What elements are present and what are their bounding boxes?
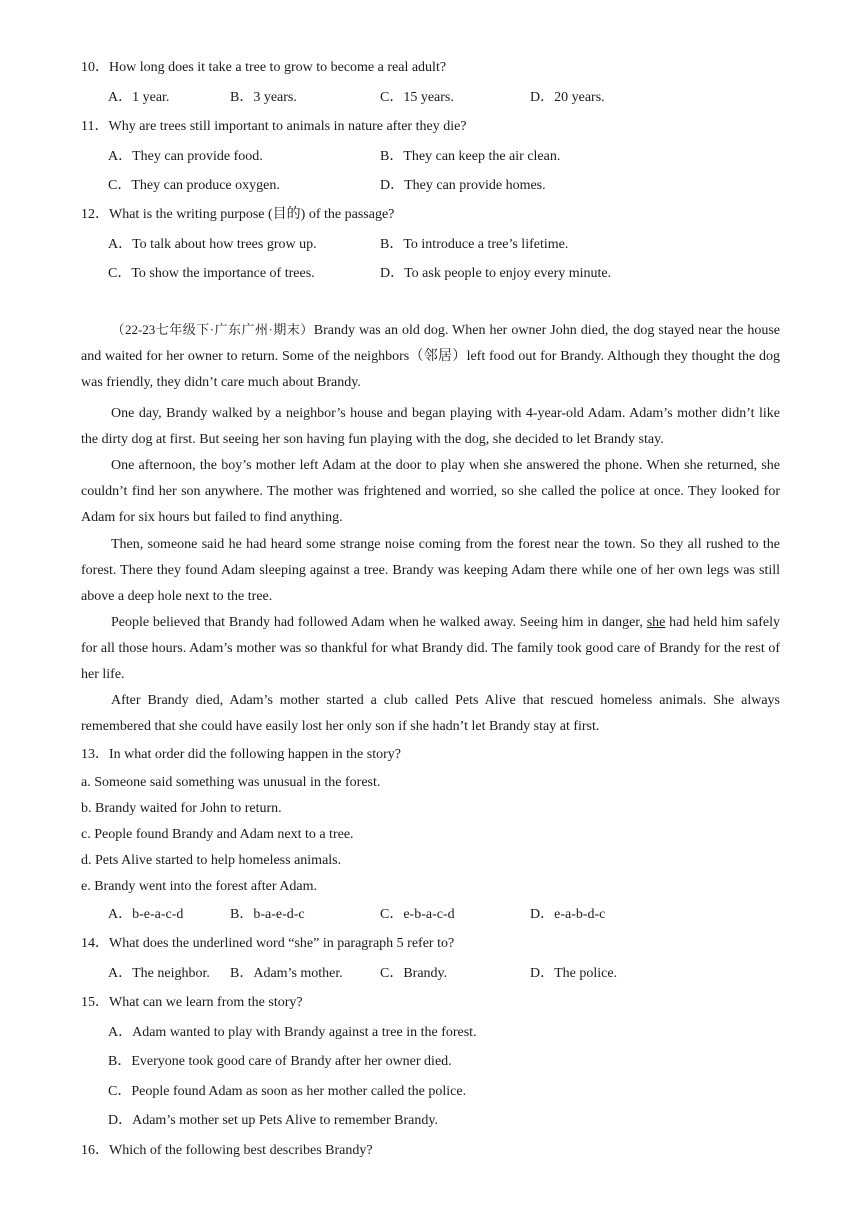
- passage-paragraph-2-text: One day, Brandy walked by a neighbor’s house and began playing with 4-year-old Adam. Adam’s mother didn’t like the dirty dog at first. But seeing her son having fun playing with the dog, she decided to let Brandy stay.: [81, 406, 780, 447]
- question-12-option-d: D．To ask people to enjoy every minute.: [380, 266, 612, 281]
- passage-paragraph-1: [81, 317, 780, 396]
- question-15-option-a: A．Adam wanted to play with Brandy against a tree in the forest.: [108, 1025, 477, 1040]
- passage-paragraph-6: [81, 688, 780, 740]
- passage-paragraph-5-text-before: People believed that Brandy had followed Adam when he walked away. Seeing him in danger,: [111, 615, 647, 630]
- question-10-option-a: A．1 year.: [108, 90, 170, 105]
- question-15-option-d: D．Adam’s mother set up Pets Alive to remember Brandy.: [108, 1113, 438, 1128]
- question-12-option-c: C．To show the importance of trees.: [108, 266, 315, 281]
- question-10-option-d: D．20 years.: [530, 90, 605, 105]
- passage-paragraph-6-text: After Brandy died, Adam’s mother started a club called Pets Alive that rescued homeless animals. She always remembered that she could have easily lost her only son if she hadn’t let Brandy stay at first.: [81, 693, 780, 734]
- question-13-event-b: b. Brandy waited for John to return.: [81, 801, 282, 816]
- question-14-option-a: A．The neighbor.: [108, 966, 210, 981]
- question-13-option-d: D．e-a-b-d-c: [530, 907, 606, 922]
- passage-paragraph-3: [81, 453, 780, 531]
- question-15-option-c: C．People found Adam as soon as her mother called the police.: [108, 1084, 467, 1099]
- passage-paragraph-5-text-after: had held him safely for all those hours. Adam’s mother was so thankful for what Brandy did. The family took good care of Brandy for the rest of her life.: [81, 615, 780, 682]
- question-11-option-d: D．They can provide homes.: [380, 178, 546, 193]
- question-13-event-a: a. Someone said something was unusual in the forest.: [81, 775, 381, 790]
- question-13-option-c: C．e-b-a-c-d: [380, 907, 455, 922]
- question-11-option-c: C．They can produce oxygen.: [108, 178, 280, 193]
- question-14-option-b: B．Adam’s mother.: [230, 966, 343, 981]
- question-16-stem: 16．Which of the following best describes Brandy?: [81, 1143, 373, 1158]
- question-10-option-b: B．3 years.: [230, 90, 297, 105]
- passage-paragraph-2: [81, 401, 780, 453]
- question-11-stem: 11．Why are trees still important to animals in nature after they die?: [81, 119, 467, 134]
- question-14-option-c: C．Brandy.: [380, 966, 448, 981]
- question-15-option-b: B．Everyone took good care of Brandy after her owner died.: [108, 1054, 452, 1069]
- passage-source: （22-23七年级下·广东广州·期末）: [111, 322, 314, 337]
- question-10-stem: 10．How long does it take a tree to grow to become a real adult?: [81, 60, 447, 75]
- question-13-event-d: d. Pets Alive started to help homeless animals.: [81, 853, 342, 868]
- passage-paragraph-1-text: Brandy was an old dog. When her owner John died, the dog stayed near the house and waited for her owner to return. Some of the neighbors（邻居）left food out for Brandy. Although they thought the dog was friendly, they didn’t care much about Brandy.: [81, 323, 780, 390]
- question-13-event-e: e. Brandy went into the forest after Adam.: [81, 879, 317, 894]
- question-13-option-b: B．b-a-e-d-c: [230, 907, 305, 922]
- question-11-option-a: A．They can provide food.: [108, 149, 263, 164]
- question-13-option-a: A．b-e-a-c-d: [108, 907, 184, 922]
- passage-paragraph-5: [81, 610, 780, 688]
- passage-paragraph-4: [81, 532, 780, 610]
- question-15-stem: 15．What can we learn from the story?: [81, 995, 303, 1010]
- question-13-stem: 13．In what order did the following happen in the story?: [81, 747, 401, 762]
- underlined-word-she: she: [646, 615, 666, 630]
- question-14-stem: 14．What does the underlined word “she” in paragraph 5 refer to?: [81, 936, 455, 951]
- question-12-option-a: A．To talk about how trees grow up.: [108, 237, 317, 252]
- question-12-option-b: B．To introduce a tree’s lifetime.: [380, 237, 569, 252]
- question-14-option-d: D．The police.: [530, 966, 618, 981]
- passage-paragraph-3-text: One afternoon, the boy’s mother left Adam at the door to play when she answered the phone. When she returned, she couldn’t find her son anywhere. The mother was frightened and worried, so she called the police at once. They looked for Adam for six hours but failed to find anything.: [81, 458, 780, 525]
- question-13-event-c: c. People found Brandy and Adam next to a tree.: [81, 827, 354, 842]
- question-10-option-c: C．15 years.: [380, 90, 454, 105]
- passage-paragraph-4-text: Then, someone said he had heard some strange noise coming from the forest near the town. So they all rushed to the forest. There they found Adam sleeping against a tree. Brandy was keeping Adam there while one of her own legs was still above a deep hole next to the tree.: [81, 537, 780, 604]
- question-11-option-b: B．They can keep the air clean.: [380, 149, 561, 164]
- question-12-stem: 12．What is the writing purpose (目的) of the passage?: [81, 207, 395, 222]
